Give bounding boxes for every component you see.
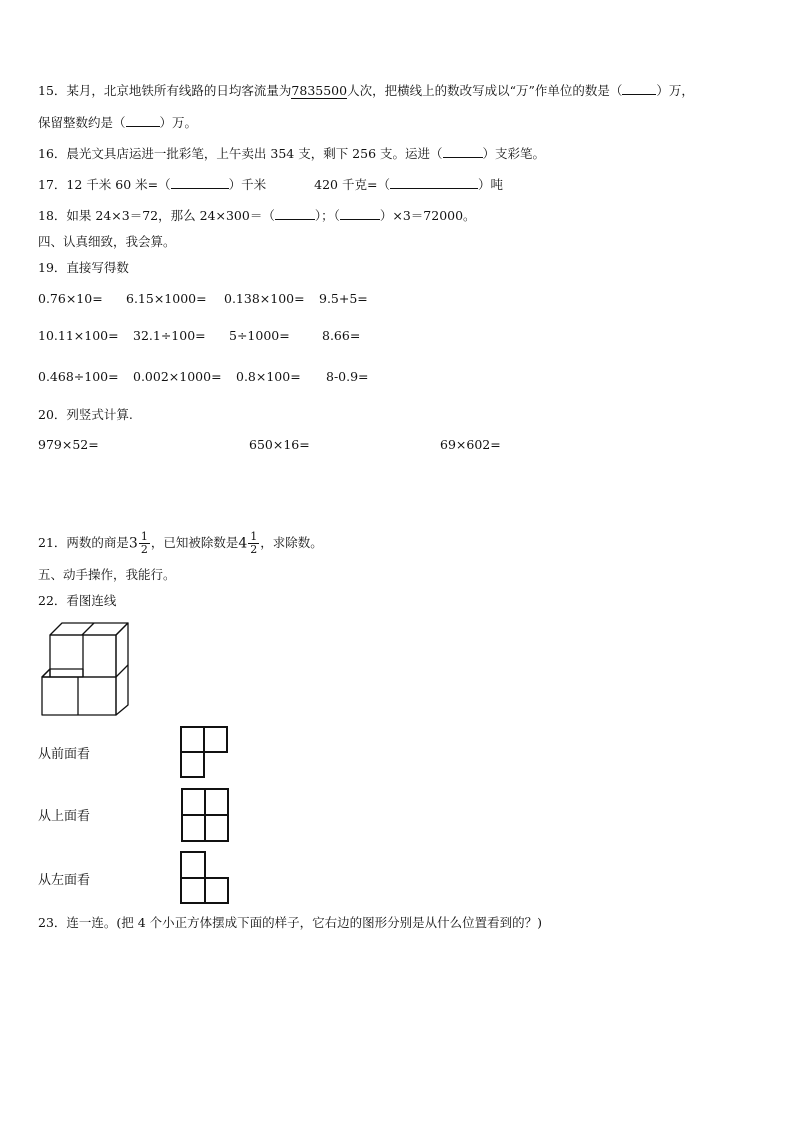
q16-text2: ）支彩笔。	[482, 146, 546, 161]
q17-part1b: ）千米	[228, 177, 267, 192]
question-19-title: 19．直接写得数	[38, 260, 129, 275]
q17-part2a: 420 千克=（	[314, 177, 390, 192]
q21-fraction-2	[248, 531, 259, 556]
question-20-title: 20．列竖式计算.	[38, 407, 133, 422]
calc-item: 0.8×100=	[236, 369, 301, 384]
q21-frac2-whole: 4	[238, 535, 248, 552]
q15-text2: 人次，把横线上的数改写成以“万”作单位的数是（	[347, 83, 623, 98]
q15-number: 7835500	[291, 83, 348, 98]
calc-item: 6.15×1000=	[126, 291, 207, 306]
calc-item: 8-0.9=	[326, 369, 369, 384]
view-label-front: 从前面看	[38, 747, 91, 762]
vertical-calc-item: 650×16=	[249, 437, 310, 452]
q21-frac1-whole: 3	[128, 535, 138, 552]
fraction-denominator: 2	[140, 543, 148, 556]
q16-blank[interactable]	[443, 145, 483, 158]
section-5-heading: 五、动手操作，我能行。	[38, 567, 176, 582]
calc-item: 10.11×100=	[38, 328, 119, 343]
vertical-calc-item: 979×52=	[38, 437, 99, 452]
calc-item: 8.66=	[322, 328, 361, 343]
q21-text1: 21．两数的商是	[38, 535, 129, 550]
calc-item: 0.002×1000=	[133, 369, 222, 384]
q18-text1: 18．如果 24×3＝72，那么 24×300＝（	[38, 208, 275, 223]
q18-text2: ）；（	[314, 208, 340, 223]
view-shape-2	[181, 788, 231, 842]
q17-part2b: ）吨	[477, 177, 503, 192]
q15-text3: ）万，	[656, 83, 694, 98]
question-15-line1	[38, 82, 694, 100]
q21-text2: ，已知被除数是	[150, 535, 239, 550]
q15-text4: 保留整数约是（	[38, 115, 126, 130]
fraction-numerator: 1	[250, 530, 258, 543]
calc-item: 32.1÷100=	[133, 328, 206, 343]
q17-part1a: 17．12 千米 60 米=（	[38, 177, 171, 192]
q15-blank1[interactable]	[622, 82, 656, 95]
cube-solid-figure	[38, 617, 138, 717]
view-shape-1	[180, 726, 230, 778]
calc-item: 0.468÷100=	[38, 369, 119, 384]
q16-text1: 16．晨光文具店运进一批彩笔，上午卖出 354 支，剩下 256 支。运进（	[38, 146, 443, 161]
q15-text5: ）万。	[159, 115, 198, 130]
fraction-denominator: 2	[250, 543, 258, 556]
fraction-numerator: 1	[140, 530, 148, 543]
q17-blank2[interactable]	[390, 176, 478, 189]
question-16	[38, 145, 545, 163]
q17-blank1[interactable]	[171, 176, 229, 189]
q15-text1: 15．某月，北京地铁所有线路的日均客流量为	[38, 83, 292, 98]
q18-blank2[interactable]	[340, 207, 380, 220]
q21-text3: ，求除数。	[260, 535, 323, 550]
question-21	[38, 524, 323, 563]
view-label-left: 从左面看	[38, 873, 91, 888]
q15-blank2[interactable]	[126, 114, 160, 127]
question-22-title: 22．看图连线	[38, 593, 117, 608]
calc-item: 0.76×10=	[38, 291, 103, 306]
calc-item: 0.138×100=	[224, 291, 305, 306]
q21-fraction-1	[139, 531, 150, 556]
calc-item: 5÷1000=	[229, 328, 290, 343]
view-label-top: 从上面看	[38, 809, 91, 824]
question-15-line2	[38, 114, 197, 132]
question-18	[38, 207, 476, 225]
calc-item: 9.5+5=	[319, 291, 368, 306]
question-17	[38, 176, 503, 194]
section-4-heading: 四、认真细致，我会算。	[38, 234, 176, 249]
question-23: 23．连一连。(把 4 个小正方体摆成下面的样子，它右边的图形分别是从什么位置看到的？)	[38, 915, 543, 930]
q18-text3: ）×3＝72000。	[379, 208, 476, 223]
vertical-calc-item: 69×602=	[440, 437, 501, 452]
q18-blank1[interactable]	[275, 207, 315, 220]
view-shape-3	[180, 851, 230, 905]
